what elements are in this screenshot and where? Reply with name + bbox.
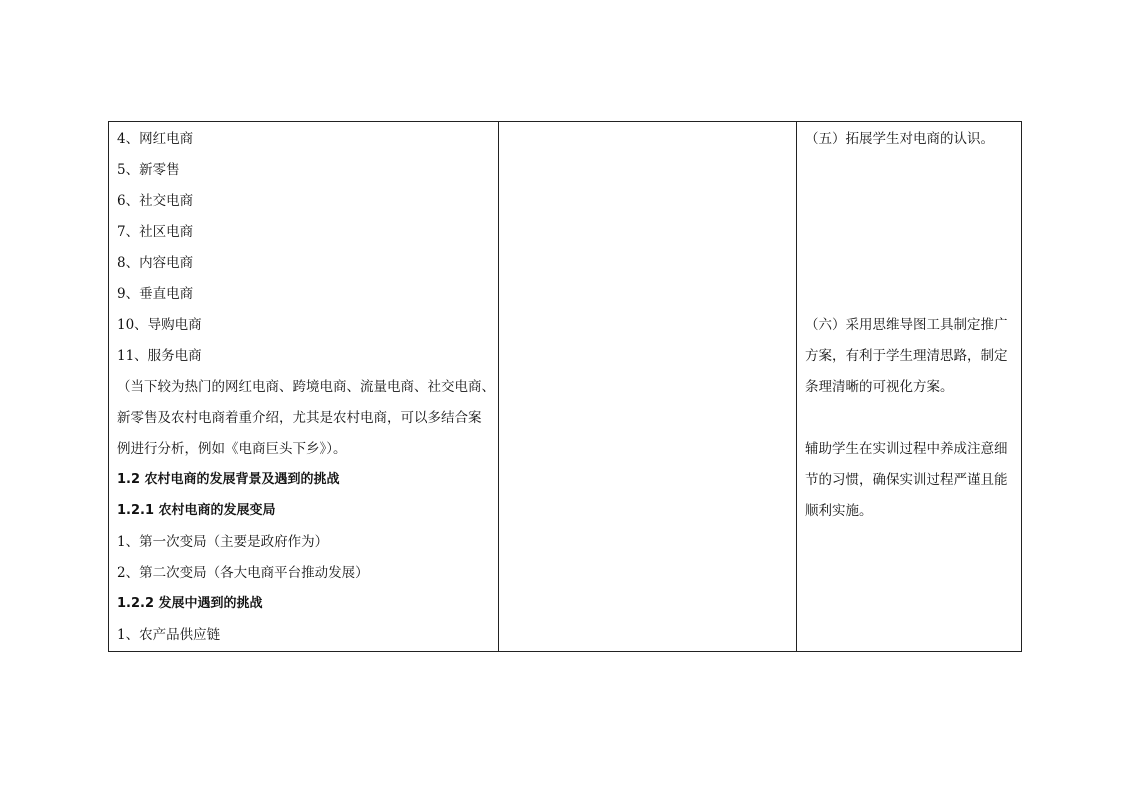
- intent-line: 方案，有利于学生理清思路，制定: [805, 348, 1008, 364]
- content-line: 4、网红电商: [117, 131, 194, 147]
- section-heading: 1.2 农村电商的发展背景及遇到的挑战: [117, 472, 340, 487]
- content-line: 5、新零售: [117, 162, 180, 178]
- content-line: 10、导购电商: [117, 317, 202, 333]
- lesson-plan-table: [108, 121, 1022, 652]
- activity-column: [499, 122, 797, 651]
- intent-line: 节的习惯，确保实训过程严谨且能: [805, 472, 1008, 488]
- content-line: 6、社交电商: [117, 193, 194, 209]
- design-intent-column: [797, 122, 1021, 651]
- content-line: 1、第一次变局（主要是政府作为）: [117, 534, 329, 550]
- intent-line: 条理清晰的可视化方案。: [805, 379, 954, 395]
- content-line: 1、农产品供应链: [117, 627, 221, 643]
- subsection-heading: 1.2.1 农村电商的发展变局: [117, 503, 276, 518]
- content-column: [109, 122, 499, 651]
- content-line: 例进行分析，例如《电商巨头下乡》）。: [117, 441, 347, 457]
- content-line: 新零售及农村电商着重介绍，尤其是农村电商，可以多结合案: [117, 410, 482, 426]
- content-line: （当下较为热门的网红电商、跨境电商、流量电商、社交电商、: [117, 379, 495, 395]
- content-line: 7、社区电商: [117, 224, 194, 240]
- content-line: 11、服务电商: [117, 348, 202, 364]
- content-line: 2、第二次变局（各大电商平台推动发展）: [117, 565, 369, 581]
- subsection-heading: 1.2.2 发展中遇到的挑战: [117, 596, 263, 611]
- intent-line: （五）拓展学生对电商的认识。: [805, 131, 994, 147]
- intent-line: 顺利实施。: [805, 503, 873, 519]
- content-line: 9、垂直电商: [117, 286, 194, 302]
- content-line: 8、内容电商: [117, 255, 194, 271]
- intent-line: 辅助学生在实训过程中养成注意细: [805, 441, 1008, 457]
- intent-line: （六）采用思维导图工具制定推广: [805, 317, 1008, 333]
